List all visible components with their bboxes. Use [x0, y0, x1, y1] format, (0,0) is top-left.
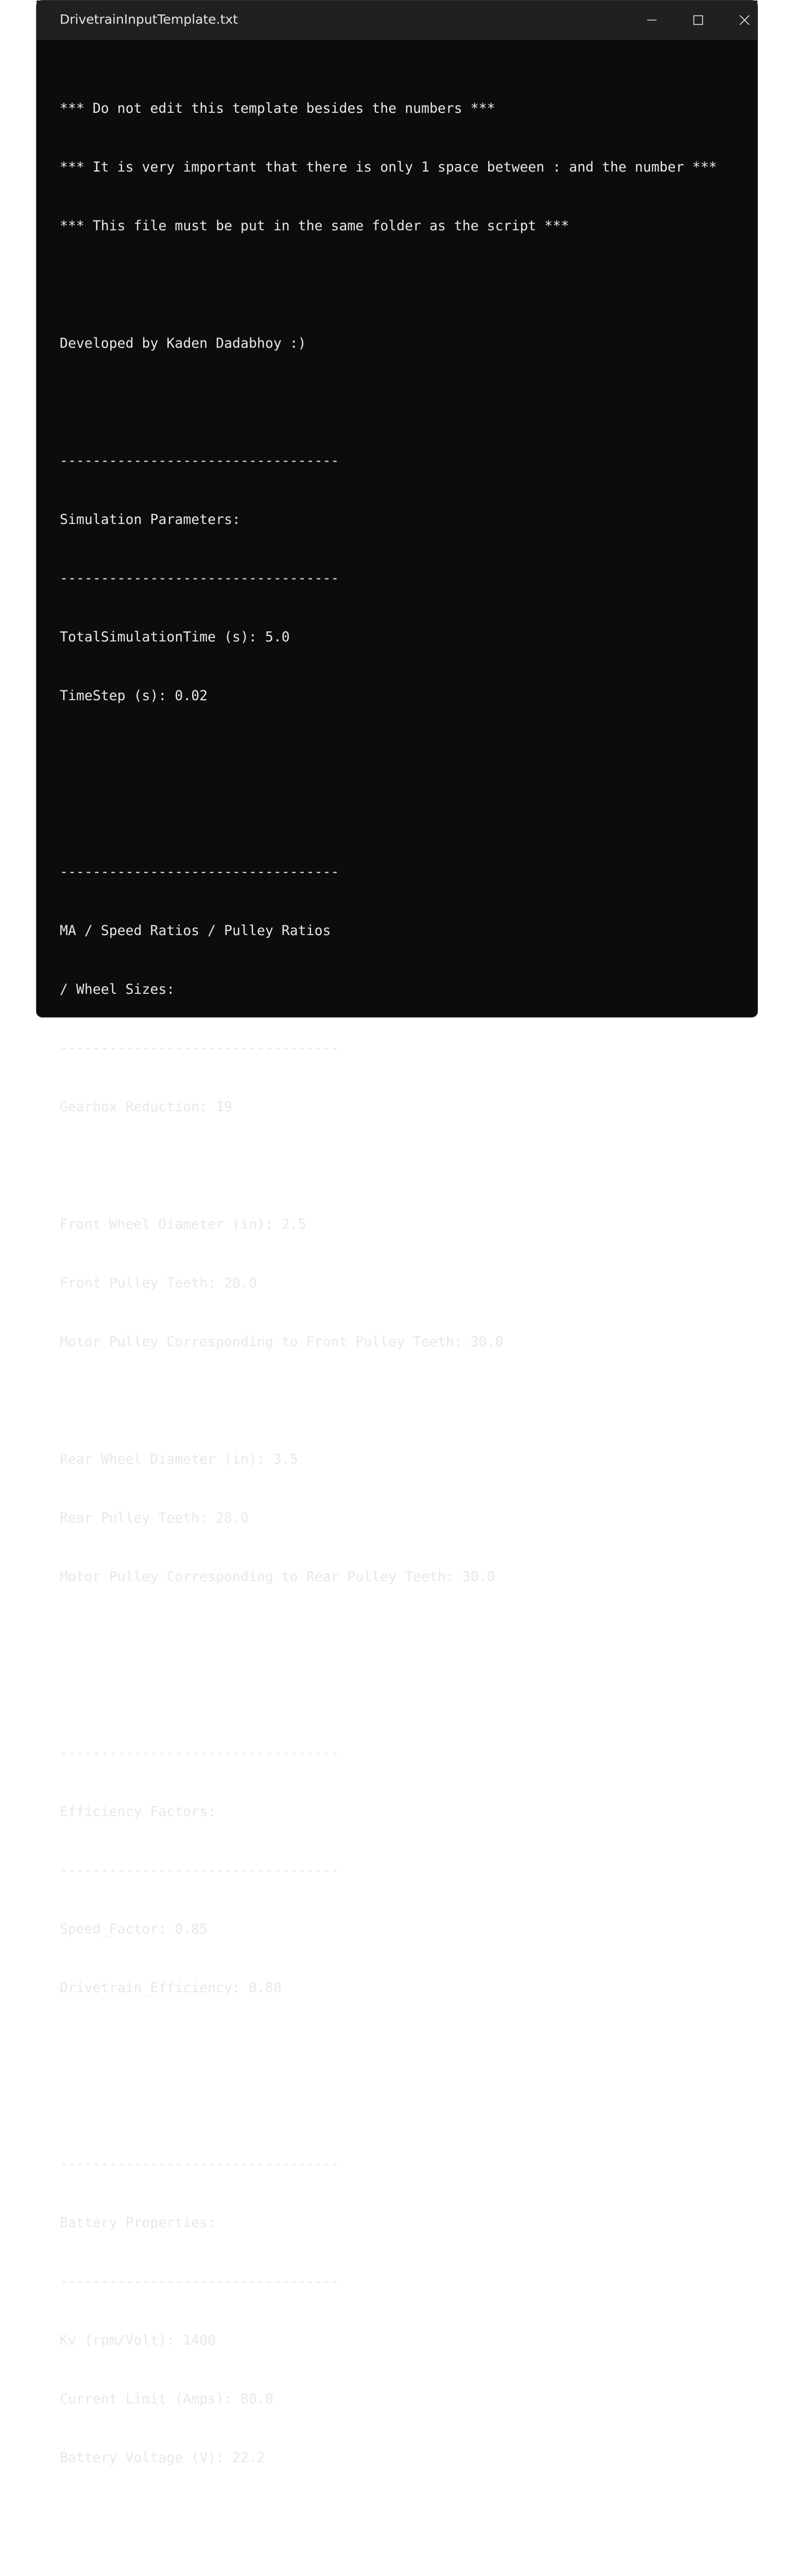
text-line: Speed_Factor: 0.85 [60, 1921, 208, 1937]
text-line: ---------------------------------- [60, 2274, 339, 2290]
text-line: Battery Voltage (V): 22.2 [60, 2450, 265, 2466]
text-line [60, 393, 747, 412]
text-line [60, 2507, 747, 2527]
text-file-window [36, 0, 758, 2466]
text-line: Drivetrain_Efficiency: 0.80 [60, 1980, 282, 1996]
text-line: Current Limit (Amps): 80.0 [60, 2391, 273, 2407]
text-line [60, 1685, 747, 1704]
text-line: Efficiency Factors: [60, 1804, 216, 1820]
text-line: Kv (rpm/Volt): 1400 [60, 2332, 216, 2348]
text-line: Developed by Kaden Dadabhoy :) [60, 335, 306, 351]
text-line [60, 804, 747, 823]
maximize-icon [692, 14, 704, 26]
text-line: *** It is very important that there is only 1 space between : and the number *** [60, 159, 717, 175]
text-line: ---------------------------------- [60, 864, 339, 880]
text-line: Battery Properties: [60, 2215, 216, 2231]
maximize-button[interactable] [675, 1, 721, 40]
text-line: / Wheel Sizes: [60, 981, 175, 997]
text-line [60, 2096, 747, 2115]
minimize-icon [646, 14, 658, 26]
text-line: Rear Pulley Teeth: 28.0 [60, 1510, 249, 1526]
text-line [60, 1391, 747, 1411]
text-line: Front Wheel Diameter (in): 2.5 [60, 1216, 306, 1232]
text-line [60, 275, 747, 295]
text-line: MA / Speed Ratios / Pulley Ratios [60, 923, 331, 939]
text-line: ---------------------------------- [60, 1040, 339, 1056]
text-line [60, 1626, 747, 1646]
text-line [60, 745, 747, 765]
text-line: TotalSimulationTime (s): 5.0 [60, 629, 290, 645]
text-line: Rear Wheel Diameter (in): 3.5 [60, 1451, 298, 1467]
text-content-area[interactable] [60, 60, 747, 2576]
text-line: ---------------------------------- [60, 2156, 339, 2172]
title-bar[interactable] [37, 1, 757, 40]
text-line: *** Do not edit this template besides the numbers *** [60, 100, 495, 116]
text-line: Simulation Parameters: [60, 512, 240, 528]
text-line: *** This file must be put in the same folder as the script *** [60, 218, 569, 234]
text-line [60, 2037, 747, 2057]
text-line: Front Pulley Teeth: 20.0 [60, 1275, 257, 1291]
text-line: Gearbox Reduction: 19 [60, 1099, 233, 1115]
text-line: ---------------------------------- [60, 1745, 339, 1761]
text-line [60, 1156, 747, 1176]
text-line: Motor Pulley Corresponding to Front Pulley Teeth: 30.0 [60, 1334, 504, 1350]
window-title: DrivetrainInputTemplate.txt [60, 12, 238, 27]
text-line [60, 2566, 747, 2576]
text-line: ---------------------------------- [60, 570, 339, 586]
minimize-button[interactable] [629, 1, 675, 40]
text-line: ---------------------------------- [60, 1862, 339, 1878]
text-line: Motor Pulley Corresponding to Rear Pulley Teeth: 30.0 [60, 1569, 495, 1585]
text-line: TimeStep (s): 0.02 [60, 688, 208, 704]
close-icon [738, 14, 751, 26]
close-button[interactable] [721, 1, 768, 40]
text-line: ---------------------------------- [60, 453, 339, 469]
